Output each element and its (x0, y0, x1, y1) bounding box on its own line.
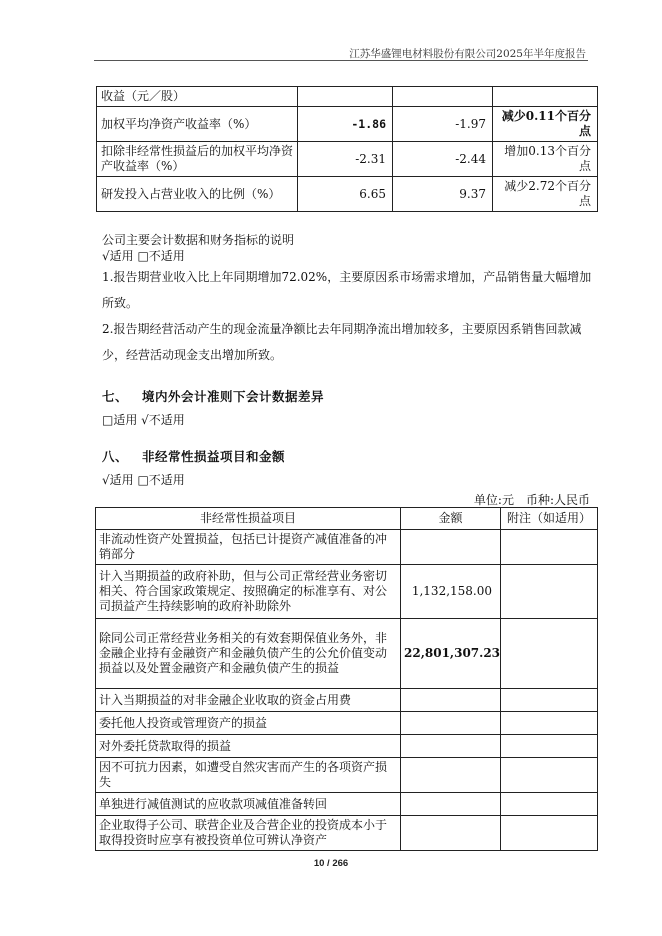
metric-prior-value: -2.44 (393, 142, 493, 177)
metric-change: 减少0.11个百分点 (493, 107, 598, 142)
item-note (501, 735, 598, 758)
item-description: 因不可抗力因素，如遭受自然灾害而产生的各项资产损失 (96, 758, 401, 793)
currency-unit-note: 单位:元 币种:人民币 (473, 493, 590, 507)
item-note (501, 793, 598, 816)
metric-prior-value: -1.97 (393, 107, 493, 142)
column-header-note: 附注（如适用） (501, 508, 598, 530)
table-row (97, 107, 598, 142)
item-amount (401, 793, 501, 816)
section-8-title: 非经常性损益项目和金额 (142, 449, 286, 464)
table-row (96, 816, 598, 851)
metric-label: 加权平均净资产收益率（%） (97, 107, 298, 142)
metric-change (493, 87, 598, 107)
metric-label: 研发投入占营业收入的比例（%） (97, 177, 298, 212)
table-row (96, 712, 598, 735)
item-amount: 1,132,158.00 (401, 565, 501, 619)
table-row (97, 142, 598, 177)
item-description: 除同公司正常经营业务相关的有效套期保值业务外，非金融企业持有金融资产和金融负债产生的公允价值变动损益以及处置金融资产和金融负债产生的损益 (96, 619, 401, 689)
metric-prior-value (393, 87, 493, 107)
table-row (96, 530, 598, 565)
item-note (501, 712, 598, 735)
section-8-heading (102, 447, 285, 465)
table-row (96, 565, 598, 619)
metric-change: 增加0.13个百分点 (493, 142, 598, 177)
item-amount (401, 816, 501, 851)
table-row (96, 689, 598, 712)
table-header-row (96, 508, 598, 530)
item-amount (401, 530, 501, 565)
metric-change: 减少2.72个百分点 (493, 177, 598, 212)
table-row (96, 735, 598, 758)
item-note (501, 758, 598, 793)
section-8-number: 八、 (102, 449, 129, 464)
item-description: 计入当期损益的政府补助，但与公司正常经营业务密切相关、符合国家政策规定、按照确定的标准享有、对公司损益产生持续影响的政府补助除外 (96, 565, 401, 619)
metric-current-value (298, 87, 393, 107)
item-amount: 22,801,307.23 (401, 619, 501, 689)
metric-current-value: -1.86 (298, 107, 393, 142)
table-row (96, 758, 598, 793)
header-divider (94, 60, 588, 61)
item-note (501, 530, 598, 565)
report-header-title: 江苏华盛锂电材料股份有限公司2025年半年度报告 (349, 48, 586, 60)
financial-metrics-table (96, 86, 598, 212)
section-7-title: 境内外会计准则下会计数据差异 (142, 389, 325, 404)
column-header-item: 非经常性损益项目 (96, 508, 401, 530)
item-amount (401, 689, 501, 712)
item-description: 单独进行减值测试的应收款项减值准备转回 (96, 793, 401, 816)
item-description: 计入当期损益的对非金融企业收取的资金占用费 (96, 689, 401, 712)
metric-current-value: 6.65 (298, 177, 393, 212)
item-description: 企业取得子公司、联营企业及合营企业的投资成本小于取得投资时应享有被投资单位可辨认净资产 (96, 816, 401, 851)
section-7-applicability: □适用 √不适用 (102, 413, 185, 427)
item-description: 非流动性资产处置损益，包括已计提资产减值准备的冲销部分 (96, 530, 401, 565)
item-note (501, 816, 598, 851)
item-note (501, 689, 598, 712)
page-number: 10 / 266 (313, 858, 349, 869)
metric-label: 扣除非经常性损益后的加权平均净资产收益率（%） (97, 142, 298, 177)
metric-prior-value: 9.37 (393, 177, 493, 212)
item-amount (401, 712, 501, 735)
explanation-item-2: 2.报告期经营活动产生的现金流量净额比去年同期净流出增加较多，主要原因系销售回款减少，经营活动现金支出增加所致。 (102, 322, 582, 362)
item-description: 委托他人投资或管理资产的损益 (96, 712, 401, 735)
section-7-number: 七、 (102, 389, 129, 404)
item-note (501, 619, 598, 689)
metric-current-value: -2.31 (298, 142, 393, 177)
table-row (96, 619, 598, 689)
column-header-amount: 金额 (401, 508, 501, 530)
nonrecurring-items-table (95, 507, 598, 851)
explanation-applicability: √适用 □不适用 (102, 249, 185, 263)
item-description: 对外委托贷款取得的损益 (96, 735, 401, 758)
metric-label: 收益（元／股） (97, 87, 298, 107)
table-row (97, 177, 598, 212)
item-note (501, 565, 598, 619)
item-amount (401, 758, 501, 793)
explanation-title: 公司主要会计数据和财务指标的说明 (102, 233, 295, 247)
explanation-item-1: 1.报告期营业收入比上年同期增加72.02%，主要原因系市场需求增加，产品销售量大幅增加所致。 (102, 270, 592, 310)
table-row (96, 793, 598, 816)
section-7-heading (102, 387, 324, 405)
table-row (97, 87, 598, 107)
section-8-applicability: √适用 □不适用 (102, 473, 185, 487)
item-amount (401, 735, 501, 758)
